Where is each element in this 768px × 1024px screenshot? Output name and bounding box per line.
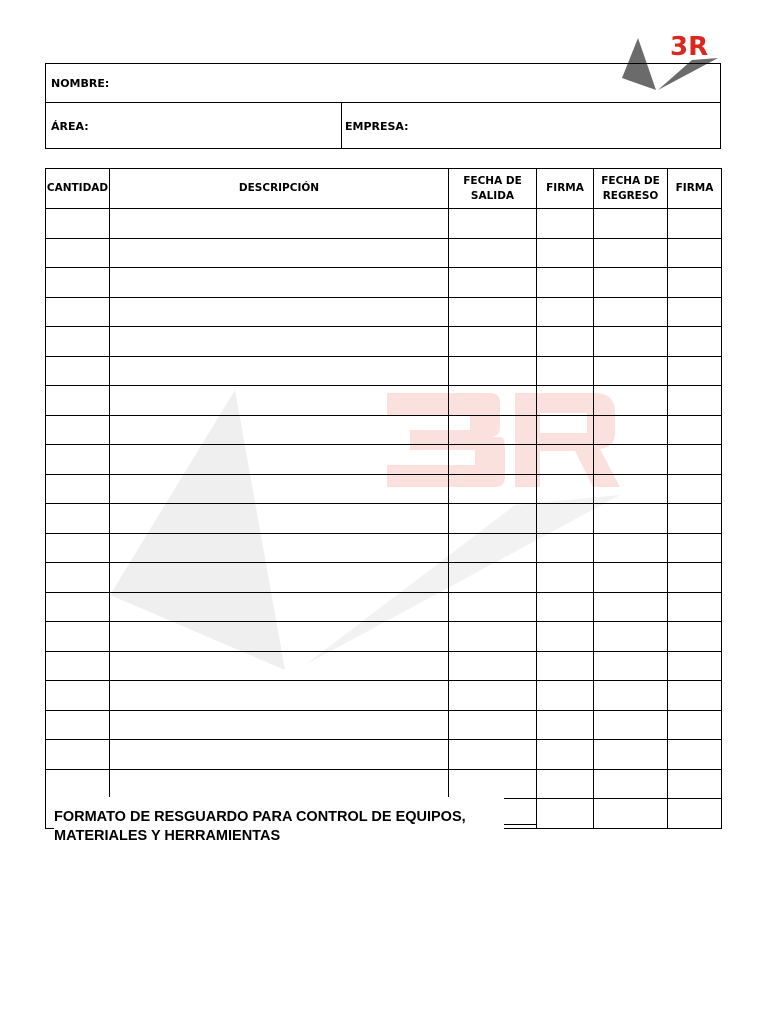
- cell-fecha-regreso[interactable]: [594, 710, 668, 740]
- cell-fecha-regreso[interactable]: [594, 209, 668, 239]
- cell-fecha-salida[interactable]: [449, 445, 537, 475]
- nombre-label: NOMBRE:: [51, 77, 110, 90]
- cell-fecha-regreso[interactable]: [594, 356, 668, 386]
- cell-fecha-salida[interactable]: [449, 415, 537, 445]
- cell-fecha-regreso[interactable]: [594, 415, 668, 445]
- cell-descripcion[interactable]: [110, 769, 449, 799]
- column-header-descripcion: DESCRIPCIÓN: [110, 169, 449, 209]
- equipment-table: [45, 168, 722, 829]
- cell-descripcion[interactable]: [110, 238, 449, 268]
- cell-fecha-regreso[interactable]: [594, 592, 668, 622]
- column-header-firma-regreso: FIRMA: [668, 169, 722, 209]
- cell-fecha-regreso[interactable]: [594, 386, 668, 416]
- cell-fecha-regreso[interactable]: [594, 297, 668, 327]
- cell-firma-salida[interactable]: [537, 592, 594, 622]
- cell-firma-salida[interactable]: [537, 268, 594, 298]
- cell-fecha-regreso[interactable]: [594, 238, 668, 268]
- cell-firma-regreso[interactable]: [668, 740, 722, 770]
- cell-fecha-salida[interactable]: [449, 592, 537, 622]
- cell-descripcion[interactable]: [110, 327, 449, 357]
- logo-text: 3R: [670, 32, 709, 62]
- cell-descripcion[interactable]: [110, 474, 449, 504]
- cell-firma-regreso[interactable]: [668, 651, 722, 681]
- cell-descripcion[interactable]: [110, 268, 449, 298]
- cell-firma-regreso[interactable]: [668, 563, 722, 593]
- cell-fecha-regreso[interactable]: [594, 681, 668, 711]
- cell-firma-regreso[interactable]: [668, 799, 722, 829]
- cell-firma-salida[interactable]: [537, 297, 594, 327]
- cell-fecha-salida[interactable]: [449, 563, 537, 593]
- cell-firma-regreso[interactable]: [668, 710, 722, 740]
- cell-firma-regreso[interactable]: [668, 445, 722, 475]
- cell-firma-salida[interactable]: [537, 740, 594, 770]
- form-title-line1: FORMATO DE RESGUARDO PARA CONTROL DE EQUIPOS,: [54, 809, 466, 825]
- table-row: [46, 386, 722, 416]
- cell-firma-regreso[interactable]: [668, 533, 722, 563]
- table-row: [46, 710, 722, 740]
- cell-firma-regreso[interactable]: [668, 386, 722, 416]
- cell-descripcion[interactable]: [110, 445, 449, 475]
- nombre-row: [46, 64, 720, 103]
- table-row: [46, 533, 722, 563]
- table-row: [46, 356, 722, 386]
- cell-descripcion[interactable]: [110, 209, 449, 239]
- empresa-label: EMPRESA:: [345, 120, 409, 133]
- cell-fecha-regreso[interactable]: [594, 563, 668, 593]
- cell-fecha-salida[interactable]: [449, 622, 537, 652]
- cell-fecha-regreso[interactable]: [594, 268, 668, 298]
- cell-cantidad[interactable]: [46, 504, 110, 534]
- cell-firma-salida[interactable]: [537, 356, 594, 386]
- table-row: [46, 327, 722, 357]
- cell-cantidad[interactable]: [46, 356, 110, 386]
- cell-fecha-salida[interactable]: [449, 504, 537, 534]
- cell-firma-salida[interactable]: [537, 710, 594, 740]
- cell-cantidad[interactable]: [46, 386, 110, 416]
- table-row: [46, 415, 722, 445]
- cell-descripcion[interactable]: [110, 297, 449, 327]
- cell-descripcion[interactable]: [110, 592, 449, 622]
- cell-firma-salida[interactable]: [537, 415, 594, 445]
- cell-fecha-salida[interactable]: [449, 533, 537, 563]
- cell-firma-salida[interactable]: [537, 651, 594, 681]
- cell-fecha-salida[interactable]: [449, 386, 537, 416]
- header-divider: [341, 103, 342, 149]
- cell-fecha-salida[interactable]: [449, 769, 537, 799]
- column-header-fecha-regreso: FECHA DE REGRESO: [594, 169, 668, 209]
- cell-firma-regreso[interactable]: [668, 268, 722, 298]
- table-row: [46, 563, 722, 593]
- cell-fecha-salida[interactable]: [449, 268, 537, 298]
- cell-fecha-regreso[interactable]: [594, 799, 668, 829]
- cell-fecha-regreso[interactable]: [594, 327, 668, 357]
- cell-firma-regreso[interactable]: [668, 504, 722, 534]
- cell-firma-regreso[interactable]: [668, 238, 722, 268]
- cell-descripcion[interactable]: [110, 415, 449, 445]
- table-row: [46, 297, 722, 327]
- cell-cantidad[interactable]: [46, 209, 110, 239]
- cell-firma-salida[interactable]: [537, 474, 594, 504]
- cell-cantidad[interactable]: [46, 533, 110, 563]
- table-row: [46, 651, 722, 681]
- cell-firma-regreso[interactable]: [668, 327, 722, 357]
- area-empresa-row: [46, 103, 720, 149]
- cell-descripcion[interactable]: [110, 622, 449, 652]
- cell-firma-salida[interactable]: [537, 238, 594, 268]
- cell-firma-salida[interactable]: [537, 799, 594, 829]
- cell-fecha-salida[interactable]: [449, 681, 537, 711]
- cell-cantidad[interactable]: [46, 769, 110, 799]
- cell-descripcion[interactable]: [110, 740, 449, 770]
- cell-fecha-salida[interactable]: [449, 297, 537, 327]
- table-row: [46, 592, 722, 622]
- table-row: [46, 769, 722, 799]
- column-header-firma-salida: FIRMA: [537, 169, 594, 209]
- table-row: [46, 681, 722, 711]
- cell-fecha-regreso[interactable]: [594, 740, 668, 770]
- table-row: [46, 622, 722, 652]
- cell-firma-regreso[interactable]: [668, 769, 722, 799]
- cell-cantidad[interactable]: [46, 681, 110, 711]
- table-row: [46, 740, 722, 770]
- cell-fecha-regreso[interactable]: [594, 622, 668, 652]
- employee-info-box: [45, 63, 721, 149]
- cell-firma-salida[interactable]: [537, 504, 594, 534]
- cell-cantidad[interactable]: [46, 592, 110, 622]
- cell-firma-salida[interactable]: [537, 209, 594, 239]
- cell-cantidad[interactable]: [46, 651, 110, 681]
- cell-firma-regreso[interactable]: [668, 209, 722, 239]
- form-title: [54, 806, 504, 846]
- column-header-cantidad: CANTIDAD: [46, 169, 110, 209]
- cell-descripcion[interactable]: [110, 710, 449, 740]
- cell-fecha-regreso[interactable]: [594, 445, 668, 475]
- cell-fecha-regreso[interactable]: [594, 533, 668, 563]
- cell-descripcion[interactable]: [110, 504, 449, 534]
- cell-firma-salida[interactable]: [537, 769, 594, 799]
- cell-fecha-salida[interactable]: [449, 651, 537, 681]
- cell-descripcion[interactable]: [110, 681, 449, 711]
- cell-fecha-salida[interactable]: [449, 740, 537, 770]
- cell-cantidad[interactable]: [46, 474, 110, 504]
- cell-firma-salida[interactable]: [537, 445, 594, 475]
- cell-fecha-salida[interactable]: [449, 238, 537, 268]
- table-header-row: [46, 169, 722, 209]
- cell-fecha-regreso[interactable]: [594, 474, 668, 504]
- table-row: [46, 504, 722, 534]
- cell-cantidad[interactable]: [46, 563, 110, 593]
- cell-cantidad[interactable]: [46, 445, 110, 475]
- cell-cantidad[interactable]: [46, 710, 110, 740]
- cell-descripcion[interactable]: [110, 356, 449, 386]
- cell-firma-salida[interactable]: [537, 681, 594, 711]
- cell-firma-regreso[interactable]: [668, 622, 722, 652]
- cell-fecha-regreso[interactable]: [594, 504, 668, 534]
- cell-fecha-salida[interactable]: [449, 209, 537, 239]
- cell-cantidad[interactable]: [46, 238, 110, 268]
- cell-cantidad[interactable]: [46, 327, 110, 357]
- cell-firma-regreso[interactable]: [668, 297, 722, 327]
- table-row: [46, 238, 722, 268]
- footer-rule: [504, 824, 536, 825]
- cell-descripcion[interactable]: [110, 533, 449, 563]
- cell-firma-regreso[interactable]: [668, 415, 722, 445]
- cell-firma-regreso[interactable]: [668, 592, 722, 622]
- cell-firma-regreso[interactable]: [668, 681, 722, 711]
- table-left-edge-stub: [45, 797, 46, 803]
- cell-firma-salida[interactable]: [537, 327, 594, 357]
- cell-descripcion[interactable]: [110, 386, 449, 416]
- cell-cantidad[interactable]: [46, 415, 110, 445]
- cell-firma-salida[interactable]: [537, 563, 594, 593]
- column-header-fecha-salida: FECHA DE SALIDA: [449, 169, 537, 209]
- cell-firma-salida[interactable]: [537, 386, 594, 416]
- cell-firma-regreso[interactable]: [668, 356, 722, 386]
- form-title-line2: MATERIALES Y HERRAMIENTAS: [54, 828, 281, 844]
- table-row: [46, 268, 722, 298]
- area-label: ÁREA:: [51, 120, 89, 133]
- cell-cantidad[interactable]: [46, 297, 110, 327]
- table-row: [46, 445, 722, 475]
- cell-cantidad[interactable]: [46, 268, 110, 298]
- table-row: [46, 209, 722, 239]
- cell-descripcion[interactable]: [110, 563, 449, 593]
- cell-fecha-salida[interactable]: [449, 474, 537, 504]
- cell-descripcion[interactable]: [110, 651, 449, 681]
- cell-cantidad[interactable]: [46, 740, 110, 770]
- cell-fecha-salida[interactable]: [449, 327, 537, 357]
- cell-firma-regreso[interactable]: [668, 474, 722, 504]
- cell-cantidad[interactable]: [46, 622, 110, 652]
- cell-fecha-salida[interactable]: [449, 710, 537, 740]
- cell-fecha-regreso[interactable]: [594, 769, 668, 799]
- cell-firma-salida[interactable]: [537, 533, 594, 563]
- cell-fecha-regreso[interactable]: [594, 651, 668, 681]
- cell-firma-salida[interactable]: [537, 622, 594, 652]
- cell-fecha-salida[interactable]: [449, 356, 537, 386]
- table-row: [46, 474, 722, 504]
